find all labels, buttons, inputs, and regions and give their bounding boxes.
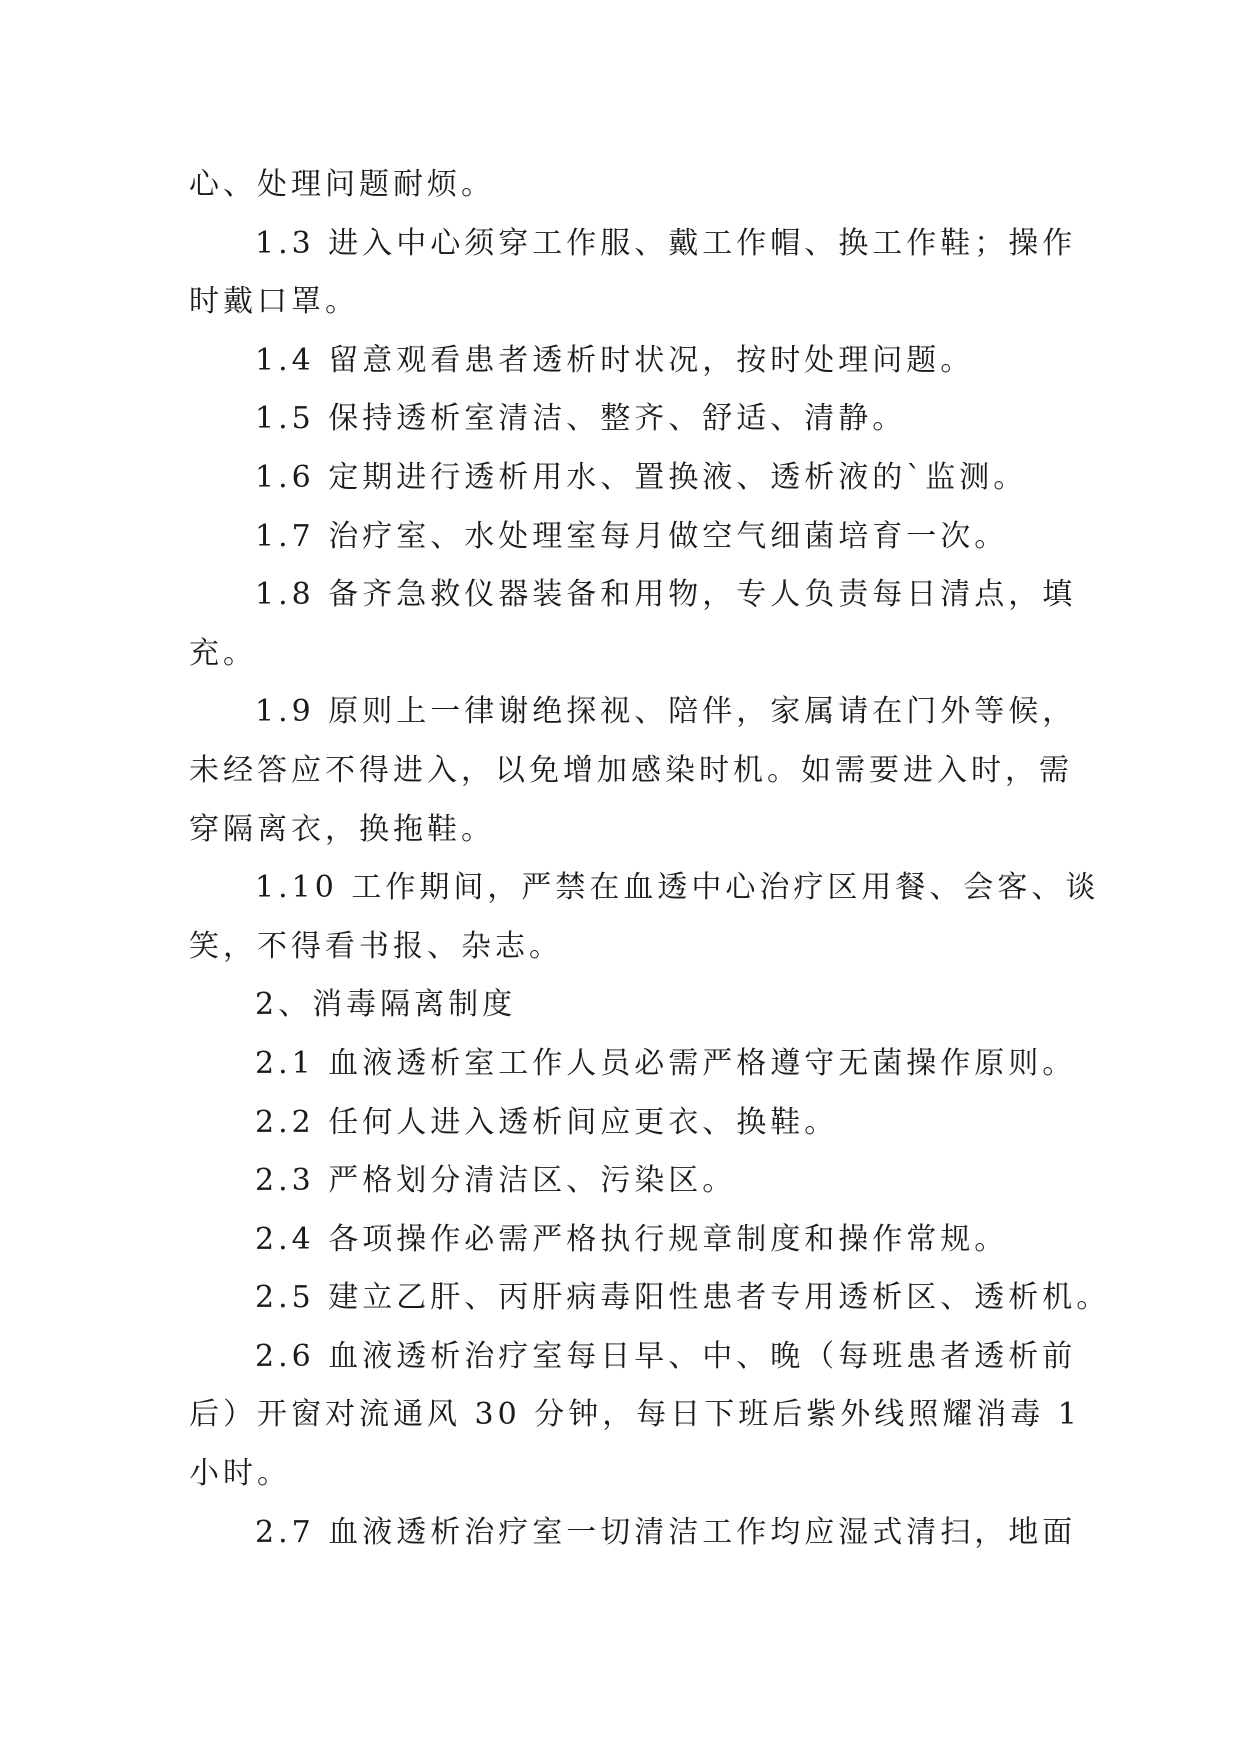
paragraph-line: 1.8 备齐急救仪器装备和用物，专人负责每日清点，填 (255, 577, 1077, 613)
paragraph-line: 1.5 保持透析室清洁、整齐、舒适、清静。 (255, 401, 907, 437)
paragraph-line: 未经答应不得进入，以免增加感染时机。如需要进入时，需 (189, 752, 1073, 788)
paragraph-line: 2、消毒隔离制度 (255, 987, 517, 1023)
paragraph-line: 时戴口罩。 (189, 284, 359, 320)
paragraph-line: 2.7 血液透析治疗室一切清洁工作均应湿式清扫，地面 (255, 1514, 1077, 1550)
paragraph-line: 2.1 血液透析室工作人员必需严格遵守无菌操作原则。 (255, 1045, 1077, 1081)
paragraph-line: 2.6 血液透析治疗室每日早、中、晚（每班患者透析前 (255, 1338, 1077, 1374)
paragraph-line: 2.2 任何人进入透析间应更衣、换鞋。 (255, 1104, 839, 1140)
paragraph-line: 笑，不得看书报、杂志。 (189, 928, 563, 964)
paragraph-line: 充。 (189, 635, 257, 671)
paragraph-line: 2.3 严格划分清洁区、污染区。 (255, 1163, 737, 1199)
document-body (189, 156, 1111, 1562)
paragraph-line: 后）开窗对流通风 30 分钟，每日下班后紫外线照耀消毒 1 (189, 1397, 1081, 1433)
paragraph-line: 2.5 建立乙肝、丙肝病毒阳性患者专用透析区、透析机。 (255, 1280, 1111, 1316)
paragraph-line: 1.3 进入中心须穿工作服、戴工作帽、换工作鞋；操作 (255, 225, 1077, 261)
paragraph-line: 心、处理问题耐烦。 (189, 167, 495, 202)
paragraph-line: 1.4 留意观看患者透析时状况，按时处理问题。 (255, 342, 975, 378)
paragraph-line: 小时。 (189, 1456, 291, 1492)
paragraph-line: 1.10 工作期间，严禁在血透中心治疗区用餐、会客、谈 (255, 870, 1100, 906)
paragraph-line: 1.6 定期进行透析用水、置换液、透析液的`监测。 (255, 459, 1028, 495)
paragraph-line: 2.4 各项操作必需严格执行规章制度和操作常规。 (255, 1221, 1009, 1257)
paragraph-line: 1.7 治疗室、水处理室每月做空气细菌培育一次。 (255, 518, 1009, 554)
paragraph-line: 穿隔离衣，换拖鞋。 (189, 811, 495, 847)
paragraph-line: 1.9 原则上一律谢绝探视、陪伴，家属请在门外等候， (255, 694, 1077, 730)
